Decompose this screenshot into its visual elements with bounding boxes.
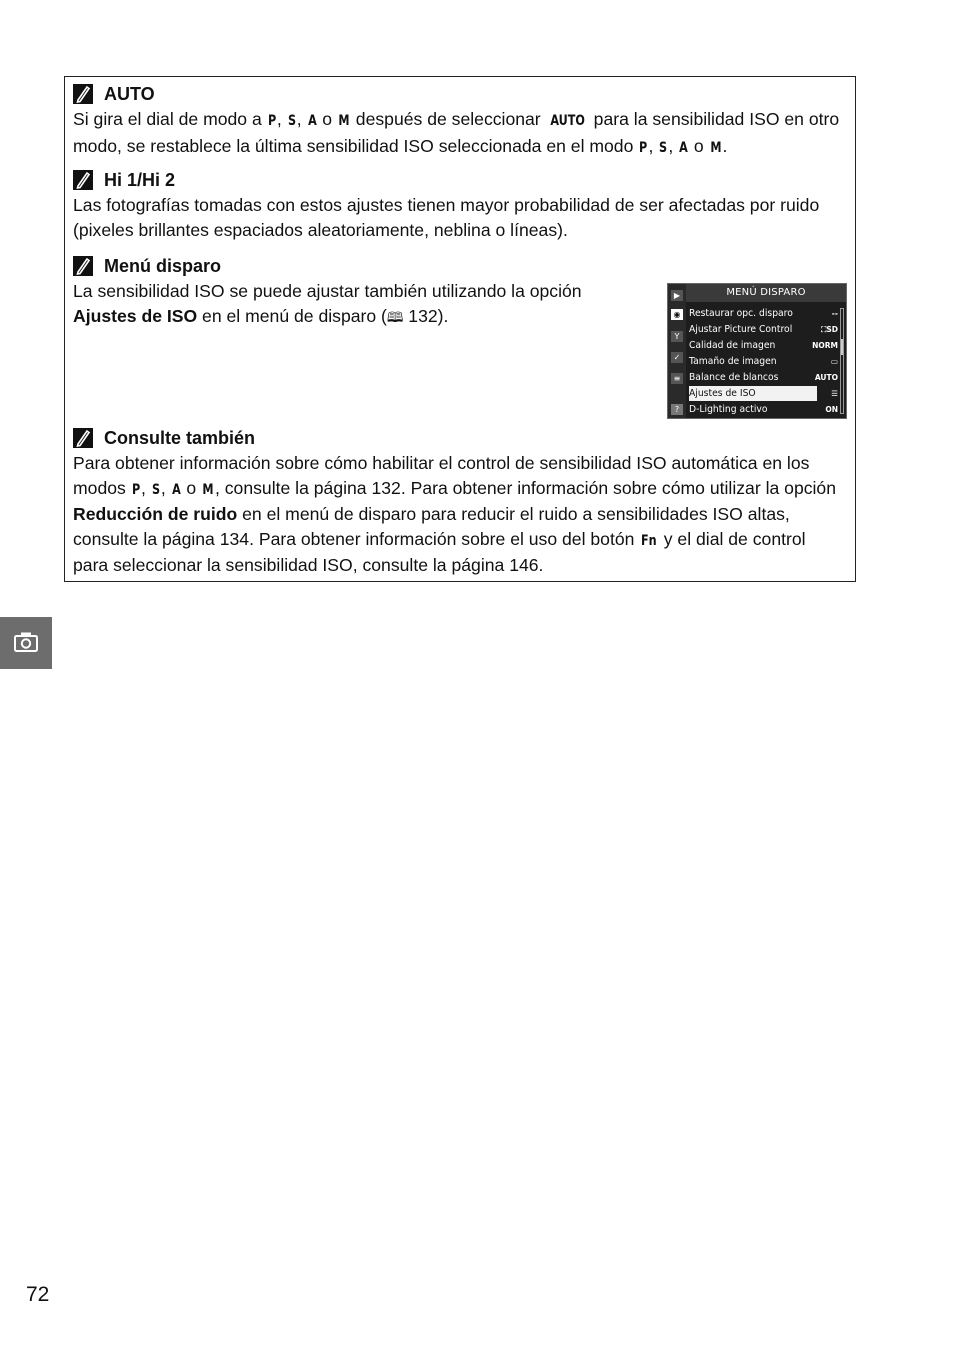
chapter-tab [0,617,52,669]
notes-box [64,76,856,582]
pencil-icon [73,428,93,448]
text-run: en el menú de disparo ( [197,305,387,326]
note-see-also [73,427,845,578]
text-run: , [668,135,679,156]
text-run: para la sensibilidad ISO en otro modo, se restablece la última sensibilidad ISO seleccionada en el modo [73,109,840,156]
page-number: 72 [26,1283,50,1306]
camera-menu-title: MENÚ DISPARO [686,284,846,302]
pencil-icon [73,256,93,276]
camera-menu-item-label: Ajustes de ISO [689,388,756,399]
text-run: , [276,109,287,129]
note-body [73,193,845,242]
text-run: Para obtener información sobre cómo habilitar el control de sensibilidad ISO automática en los modos [73,453,810,498]
camera-menu-item-label: Restaurar opc. disparo [689,308,793,319]
note-head [73,169,845,191]
camera-menu-item[interactable] [689,370,838,385]
camera-menu-item-value: -- [831,309,838,318]
wrench-icon: Y [671,331,683,342]
scroll-thumb [841,339,843,355]
note-body [73,279,615,329]
note-head [73,255,615,277]
mode-symbol: S [287,113,296,129]
camera-menu-item-value: ▭ [830,357,838,366]
text-run: después de seleccionar [350,109,546,129]
pencil-icon [73,170,93,190]
text-run: , [296,109,307,129]
camera-menu-item-value: ON [825,405,838,414]
text-run: o [317,109,337,129]
note-hi [73,169,845,242]
camera-icon: ◉ [671,309,683,320]
text-run: , [140,477,151,498]
note-title: Consulte también [104,428,256,448]
camera-menu-item-value: ☰ [831,389,838,398]
camera-menu-item-value: NORM [812,341,838,350]
note-head [73,83,845,105]
camera-menu-item-value: AUTO [814,373,838,382]
camera-menu-screenshot [667,283,847,419]
note-title: AUTO [104,84,155,104]
camera-menu-item-label: D-Lighting activo [689,404,768,415]
pencil-icon [73,84,93,104]
text-run: Las fotografías tomadas con estos ajustes tienen mayor probabilidad de ser afectadas por ruido (pixeles brillantes espaciados aleatoriamente, neblina o líneas). [73,195,820,240]
text-run: en el menú de disparo para reducir el ruido a sensibilidades ISO altas, consulte la página 134. Para obtener información sobre el uso del botón [73,504,790,549]
bold-term: Ajustes de ISO [73,305,198,326]
retouch-icon: ✓ [671,352,683,363]
note-title: Menú disparo [104,256,222,276]
note-title: Hi 1/Hi 2 [104,170,176,190]
note-body [73,107,845,160]
camera-menu-item[interactable] [689,306,838,321]
camera-menu-item-label: Calidad de imagen [689,340,776,351]
camera-menu-item-label: Ajustar Picture Control [689,324,793,335]
camera-menu-item[interactable] [689,402,838,417]
mode-symbol: P [639,139,648,156]
camera-menu-item[interactable] [689,386,838,401]
mode-symbol: A [307,113,317,129]
text-run: Si gira el dial de modo a [73,109,267,129]
mode-symbol: M [338,113,350,129]
camera-menu-item-value: ⛶SD [821,325,838,334]
text-run: . [722,135,728,156]
text-run: La sensibilidad ISO se puede ajustar también utilizando la opción [73,281,582,301]
text-run: 132). [403,305,449,326]
text-run: , [160,477,171,498]
mode-symbol: M [202,481,214,498]
help-icon: ? [671,404,683,415]
mode-symbol: A [171,481,181,498]
camera-menu-item-label: Balance de blancos [689,372,779,383]
bold-term: Reducción de ruido [73,504,238,525]
camera-icon [14,631,38,653]
camera-menu-sidebar [668,284,686,418]
note-menu [73,255,615,329]
mode-symbol: Fn [641,532,657,549]
mode-symbol: M [710,139,722,156]
mode-symbol: S [151,481,160,498]
note-head [73,427,845,449]
mode-symbol: A [679,139,688,156]
text-run: , [648,135,659,156]
note-auto [73,83,845,160]
text-run: o [181,477,202,498]
mode-symbol: P [131,481,140,498]
mode-symbol: AUTO [549,113,585,129]
camera-menu-item[interactable] [689,338,838,353]
camera-menu-item[interactable] [689,354,838,369]
text-run: y el dial de control para seleccionar la sensibilidad ISO, consulte la página 146. [73,528,806,576]
camera-menu-item[interactable] [689,322,838,337]
note-body [73,451,845,578]
mode-symbol: S [659,139,668,156]
camera-menu-item-label: Tamaño de imagen [689,356,777,367]
list-icon: ≡ [671,373,683,384]
book-icon: 🕮 [386,308,404,325]
text-run: , consulte la página 132. Para obtener información sobre cómo utilizar la opción [214,477,836,498]
play-icon: ▶ [671,290,683,301]
text-run: o [689,135,709,156]
camera-menu-scrollbar [840,308,844,414]
mode-symbol: P [267,113,276,129]
